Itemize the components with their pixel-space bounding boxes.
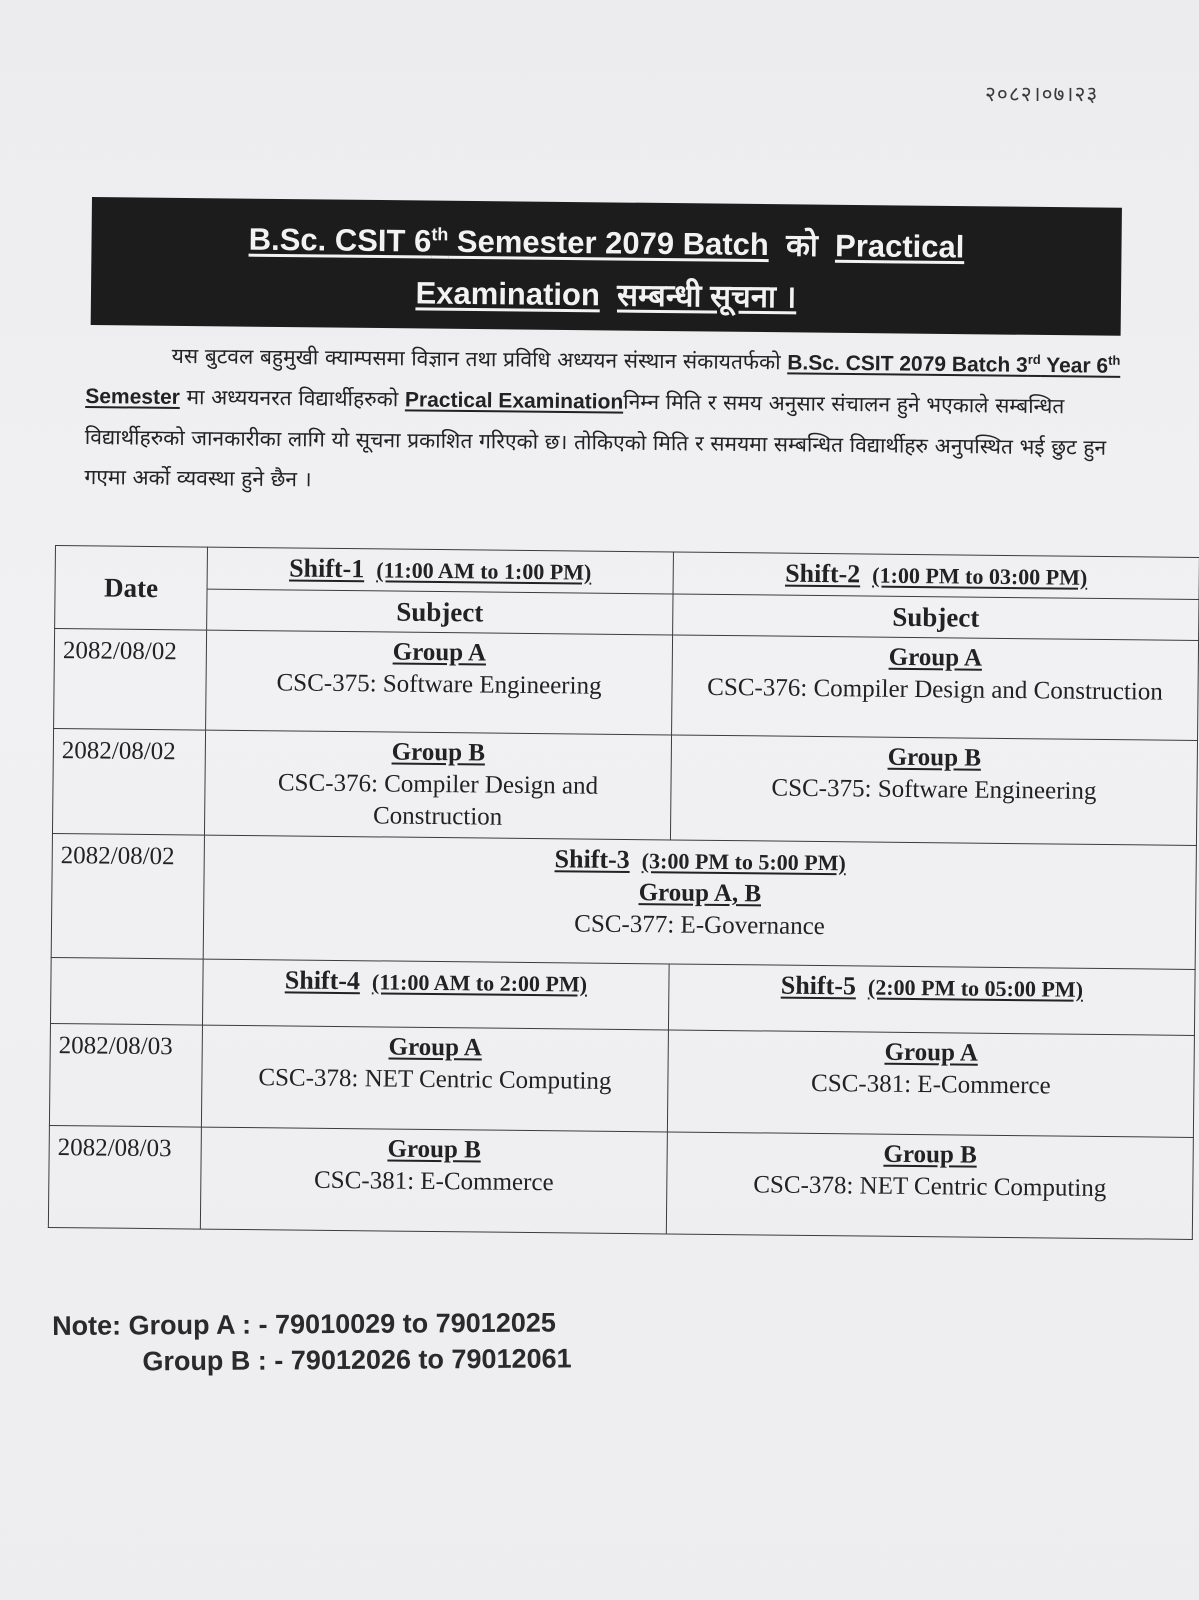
- schedule-cell: Group B CSC-381: E-Commerce: [200, 1127, 667, 1234]
- note-line-group-b: Group B : - 79012026 to 79012061: [142, 1343, 572, 1377]
- exam-schedule-table: [48, 545, 1199, 1240]
- shift-2-header: Shift-2 (1:00 PM to 03:00 PM): [673, 552, 1199, 600]
- shift-header-row: [50, 957, 1195, 1035]
- notice-body-paragraph: यस बुटवल बहुमुखी क्याम्पसमा विज्ञान तथा प्रविधि अध्ययन संस्थान संकायतर्फको B.Sc. CSIT 2079 Batch 3rd Year 6th Semester मा अध्ययनरत विद्यार्थीहरुको Practical Examinationनिम्न मिति र समय अनुसार संचालन हुने भएकाले सम्बन्धित विद्यार्थीहरुको जानकारीका लागि यो सूचना प्रकाशित गरिएको छ। तोकिएको मिति र समयमा सम्बन्धित विद्यार्थीहरु अनुपस्थित भई छुट हुन गएमा अर्को व्यवस्था हुने छैन ।: [84, 343, 1121, 492]
- table-row: [48, 1125, 1193, 1239]
- table-row: [52, 728, 1197, 845]
- schedule-cell: Group A CSC-378: NET Centric Computing: [201, 1025, 668, 1132]
- schedule-cell: Group A CSC-376: Compiler Design and Construction: [672, 635, 1199, 741]
- shift-1-header: Shift-1 (11:00 AM to 1:00 PM): [207, 547, 673, 594]
- shift-5-header: Shift-5 (2:00 PM to 05:00 PM): [668, 964, 1195, 1036]
- date-cell: 2082/08/02: [51, 833, 204, 959]
- title-ko: को: [785, 227, 819, 263]
- reference-number: २०८२।०७।२३: [985, 82, 1099, 106]
- title-line-1: B.Sc. CSIT 6th Semester 2079 Batch को Practical: [248, 221, 965, 265]
- notice-title-banner: [91, 197, 1122, 336]
- schedule-cell: Group B CSC-375: Software Engineering: [670, 735, 1197, 846]
- shift-3-cell: Shift-3 (3:00 PM to 5:00 PM) Group A, B CSC-377: E-Governance: [203, 835, 1196, 969]
- roll-number-note: [52, 1304, 572, 1380]
- table-row: [54, 629, 1199, 741]
- shift-4-header: Shift-4 (11:00 AM to 2:00 PM): [202, 959, 669, 1030]
- date-cell: 2082/08/03: [49, 1023, 202, 1127]
- table-row: [51, 833, 1196, 969]
- subject-header: Subject: [207, 589, 673, 635]
- note-line-group-a: Note: Group A : - 79010029 to 79012025: [52, 1307, 556, 1341]
- schedule-cell: Group A CSC-381: E-Commerce: [667, 1030, 1194, 1138]
- subject-header: Subject: [673, 594, 1199, 641]
- schedule-cell: Group B CSC-376: Compiler Design and Construction: [204, 730, 671, 840]
- schedule-cell: Group B CSC-378: NET Centric Computing: [666, 1132, 1193, 1240]
- table-row: [49, 1023, 1194, 1137]
- empty-date-cell: [50, 957, 203, 1025]
- title-line-2: Examination सम्बन्धी सूचना ।: [415, 275, 797, 315]
- date-cell: 2082/08/02: [54, 629, 207, 731]
- schedule-cell: Group A CSC-375: Software Engineering: [206, 630, 673, 735]
- date-cell: 2082/08/03: [48, 1125, 201, 1229]
- date-cell: 2082/08/02: [52, 728, 205, 835]
- date-header: Date: [55, 546, 208, 631]
